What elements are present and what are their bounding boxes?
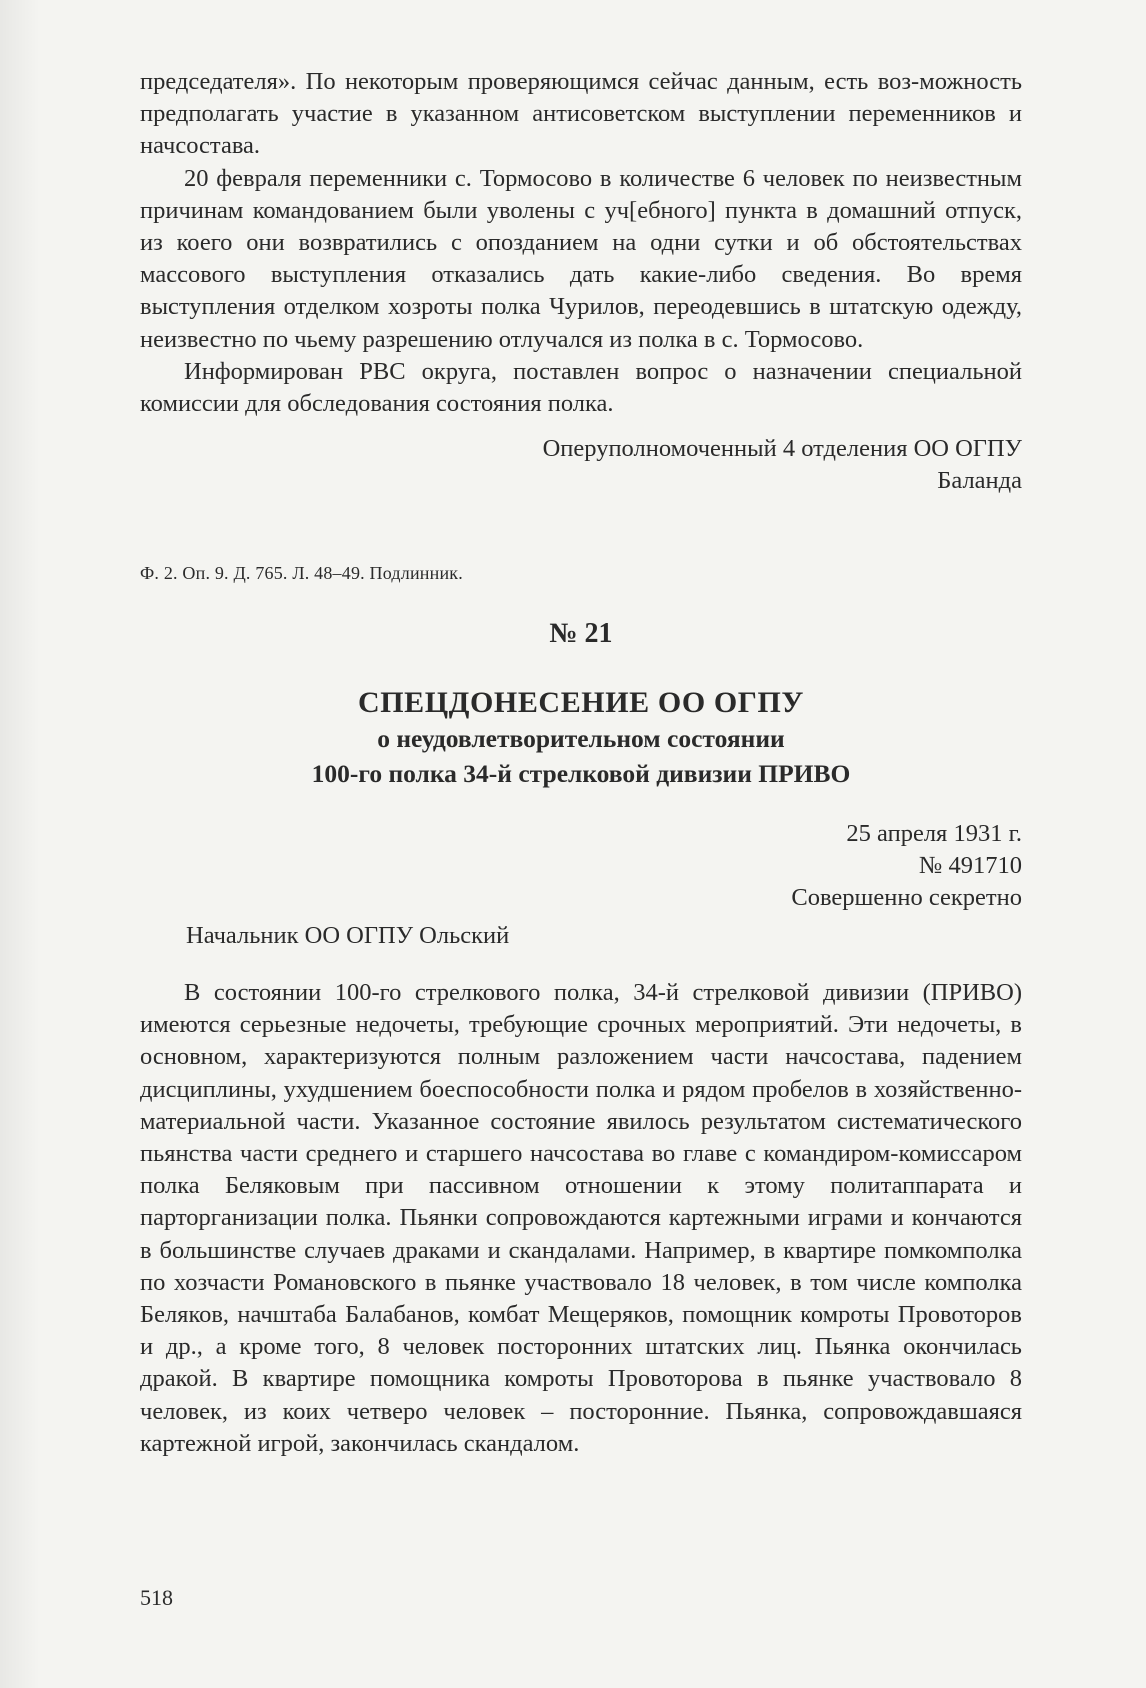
scan-edge-shadow <box>0 0 40 1688</box>
top-text <box>140 66 1022 420</box>
page-number: 518 <box>140 1585 173 1610</box>
body-paragraph: В состоянии 100-го стрелкового полка, 34-й стрелковой дивизии (ПРИВО) имеются серьезные недочеты, требующие срочных мероприятий. Эти недочеты, в основном, характеризуются полным разложением части начсостава, падением дисциплины, ухудшением боеспособности полка и рядом пробелов в хозяйственно-материальной части. Указанное состояние явилось результатом систематического пьянства части среднего и старшего начсостава во главе с командиром-комиссаром полка Беляковым при пассивном отношении к этому политаппарата и парторганизации полка. Пьянки сопровождаются картежными играми и кончаются в большинстве случаев драками и скандалами. Например, в квартире помкомполка по хозчасти Романовского в пьянке участвовало 18 человек, в том числе комполка Беляков, начштаба Балабанов, комбат Мещеряков, помощник комроты Провоторов и др., а кроме того, 8 человек посторонних штатских лиц. Пьянка окончилась дракой. В квартире помощника комроты Провоторова в пьянке участвовало 8 человек, из коих четверо человек – посторонние. Пьянка, сопровождавшаяся картежной игрой, закончилась скандалом. <box>140 979 1022 1457</box>
signatory-name: Баланда <box>937 467 1022 494</box>
paragraph-informed: Информирован РВС округа, поставлен вопрос о назначении специальной комиссии для обследования состояния полка. <box>140 357 1022 418</box>
document-subtitle-line1: о неудовлетворительном состоянии <box>377 724 785 753</box>
document-reg-number: № 491710 <box>918 852 1022 879</box>
archive-reference: Ф. 2. Оп. 9. Д. 765. Л. 48–49. Подлинник. <box>140 563 463 583</box>
document-title: СПЕЦДОНЕСЕНИЕ ОО ОГПУ <box>357 686 805 719</box>
document-subtitle-line2: 100-го полка 34-й стрелковой дивизии ПРИВО <box>311 759 851 788</box>
classification-stamp: Совершенно секретно <box>791 884 1022 911</box>
paragraph-february: 20 февраля переменники с. Тормосово в количестве 6 человек по неизвестным причинам командованием были уволены с уч[ебного] пункта в домашний отпуск, из коего они возвратились с опозданием на одни сутки и об обстоятельствах массового выступления отказались дать какие-либо сведения. Во время выступления отделком хозроты полка Чурилов, переодевшись в штатскую одежду, неизвестно по чьему разрешению отлучался из полка в с. Тормосово. <box>140 164 1022 353</box>
addressee: Начальник ОО ОГПУ Ольский <box>186 922 510 949</box>
document-number: № 21 <box>549 618 613 649</box>
document-meta <box>791 818 1022 914</box>
document-date: 25 апреля 1931 г. <box>846 820 1022 847</box>
document-body <box>140 977 1022 1460</box>
signatory-position: Оперуполномоченный 4 отделения ОО ОГПУ <box>542 435 1022 462</box>
paragraph-continuation: председателя». По некоторым проверяющимся сейчас данным, есть воз-можность предполагать участие в указанном антисоветском выступлении переменников и начсостава. <box>140 68 1022 160</box>
signature-block <box>543 433 1022 497</box>
